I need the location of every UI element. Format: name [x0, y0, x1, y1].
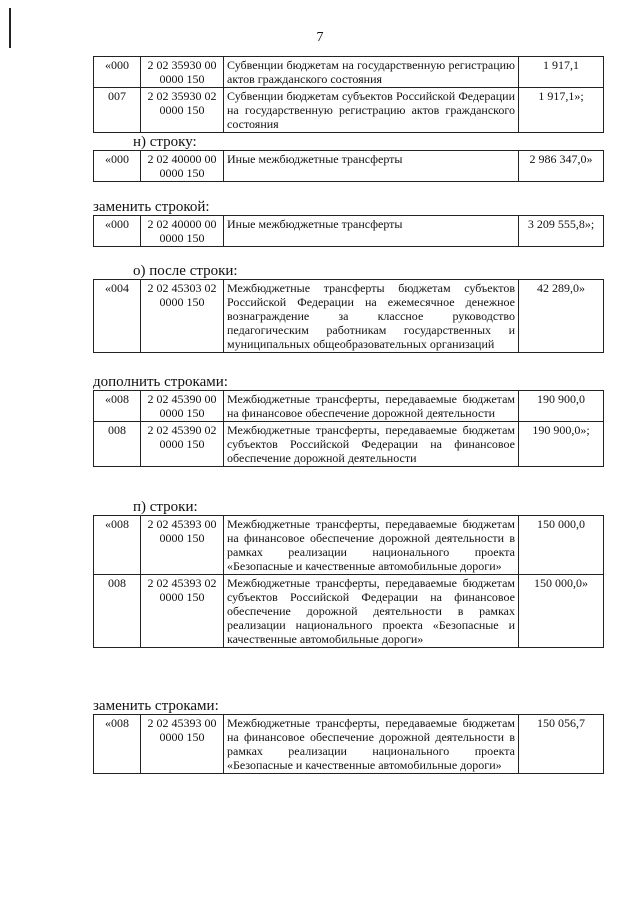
cell-admin-code: «008 — [94, 391, 141, 422]
cell-admin-code: «004 — [94, 280, 141, 353]
cell-admin-code: «000 — [94, 57, 141, 88]
cell-description: Межбюджетные трансферты, передаваемые бюджетам на финансовое обеспечение дорожной деятельности в рамках реализации национального проекта «Безопасные и качественные автомобильные дороги» — [224, 715, 519, 774]
cell-budget-code: 2 02 45393 02 0000 150 — [141, 575, 224, 648]
budget-table — [93, 215, 604, 247]
section-o — [93, 263, 604, 353]
section-continuation — [93, 56, 604, 133]
budget-table — [93, 515, 604, 648]
table-row — [94, 216, 604, 247]
table-row — [94, 280, 604, 353]
cell-description: Межбюджетные трансферты бюджетам субъектов Российской Федерации на ежемесячное денежное вознаграждение за классное руководство педагогическим работникам государственных и муниципальных общеобразовательных организаций — [224, 280, 519, 353]
cell-amount: 2 986 347,0» — [519, 151, 604, 182]
budget-table — [93, 279, 604, 353]
budget-table — [93, 390, 604, 467]
cell-budget-code: 2 02 45393 00 0000 150 — [141, 516, 224, 575]
cell-amount: 150 056,7 — [519, 715, 604, 774]
section-label: заменить строками: — [93, 698, 219, 714]
section-label: заменить строкой: — [93, 199, 210, 215]
budget-table — [93, 714, 604, 774]
cell-admin-code: «000 — [94, 151, 141, 182]
section-replace-row — [93, 199, 604, 247]
cell-budget-code: 2 02 45390 02 0000 150 — [141, 422, 224, 467]
cell-amount: 42 289,0» — [519, 280, 604, 353]
cell-description: Иные межбюджетные трансферты — [224, 216, 519, 247]
cell-budget-code: 2 02 45390 00 0000 150 — [141, 391, 224, 422]
table-row — [94, 422, 604, 467]
section-append-rows — [93, 374, 604, 467]
table-row — [94, 391, 604, 422]
cell-description: Межбюджетные трансферты, передаваемые бюджетам на финансовое обеспечение дорожной деятельности в рамках реализации национального проекта «Безопасные и качественные автомобильные дороги» — [224, 516, 519, 575]
cell-budget-code: 2 02 35930 00 0000 150 — [141, 57, 224, 88]
budget-table — [93, 150, 604, 182]
cell-amount: 190 900,0»; — [519, 422, 604, 467]
cell-budget-code: 2 02 40000 00 0000 150 — [141, 151, 224, 182]
page-number: 7 — [316, 30, 324, 45]
section-n — [93, 134, 604, 182]
section-label: дополнить строками: — [93, 374, 228, 390]
cell-budget-code: 2 02 45393 00 0000 150 — [141, 715, 224, 774]
cell-amount: 150 000,0» — [519, 575, 604, 648]
cell-description: Межбюджетные трансферты, передаваемые бюджетам на финансовое обеспечение дорожной деятельности — [224, 391, 519, 422]
cell-description: Субвенции бюджетам субъектов Российской Федерации на государственную регистрацию актов гражданского состояния — [224, 88, 519, 133]
cell-description: Субвенции бюджетам на государственную регистрацию актов гражданского состояния — [224, 57, 519, 88]
budget-table — [93, 56, 604, 133]
table-row — [94, 57, 604, 88]
table-row — [94, 575, 604, 648]
section-p — [93, 499, 604, 648]
cell-admin-code: 008 — [94, 575, 141, 648]
cell-amount: 150 000,0 — [519, 516, 604, 575]
cell-amount: 190 900,0 — [519, 391, 604, 422]
cell-budget-code: 2 02 35930 02 0000 150 — [141, 88, 224, 133]
cell-budget-code: 2 02 40000 00 0000 150 — [141, 216, 224, 247]
cell-admin-code: «000 — [94, 216, 141, 247]
table-row — [94, 516, 604, 575]
cell-admin-code: «008 — [94, 715, 141, 774]
cell-description: Межбюджетные трансферты, передаваемые бюджетам субъектов Российской Федерации на финансовое обеспечение дорожной деятельности — [224, 422, 519, 467]
cell-amount: 1 917,1»; — [519, 88, 604, 133]
section-label: о) после строки: — [133, 263, 238, 279]
section-label: н) строку: — [133, 134, 197, 150]
section-label: п) строки: — [133, 499, 198, 515]
cell-admin-code: 008 — [94, 422, 141, 467]
cell-budget-code: 2 02 45303 02 0000 150 — [141, 280, 224, 353]
cell-description: Иные межбюджетные трансферты — [224, 151, 519, 182]
table-row — [94, 151, 604, 182]
table-row — [94, 88, 604, 133]
cell-amount: 1 917,1 — [519, 57, 604, 88]
cell-amount: 3 209 555,8»; — [519, 216, 604, 247]
table-row — [94, 715, 604, 774]
cell-admin-code: 007 — [94, 88, 141, 133]
cell-description: Межбюджетные трансферты, передаваемые бюджетам субъектов Российской Федерации на финансовое обеспечение дорожной деятельности в рамках реализации национального проекта «Безопасные и качественные автомобильные дороги» — [224, 575, 519, 648]
cell-admin-code: «008 — [94, 516, 141, 575]
section-replace-rows — [93, 698, 604, 774]
